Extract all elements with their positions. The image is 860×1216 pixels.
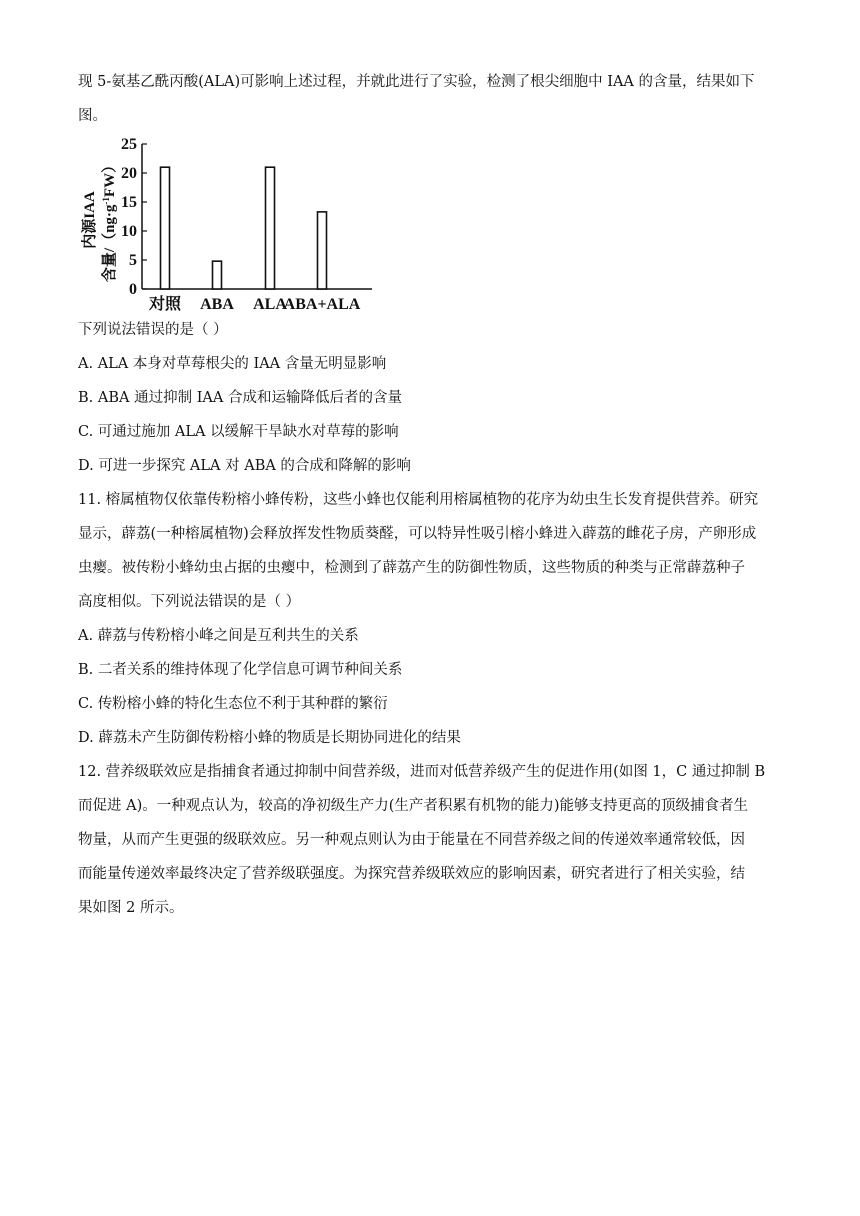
chart-svg <box>72 132 392 312</box>
y-axis-label-line1: 内源IAA <box>82 191 98 249</box>
q12-line-2: 而促进 A)。一种观点认为，较高的净初级生产力(生产者积累有机物的能力)能够支持更高的顶级捕食者生 <box>78 798 749 814</box>
q11-line-4: 高度相似。下列说法错误的是（ ） <box>78 594 301 610</box>
q10-option-c: C. 可通过施加 ALA 以缓解干旱缺水对草莓的影响 <box>78 424 399 440</box>
category-label: 对照 <box>148 296 182 312</box>
y-tick-label: 5 <box>129 252 137 269</box>
y-axis-label-line2: 含量$/(ng\cdot g^{-1}FW)$ <box>101 157 118 283</box>
y-tick-label: 25 <box>121 136 137 153</box>
y-tick-label: 0 <box>129 281 137 298</box>
y-tick-label: 10 <box>121 223 137 240</box>
q12-line-3: 物量，从而产生更强的级联效应。另一种观点则认为由于能量在不同营养级之间的传递效率通常较低，因 <box>78 832 745 848</box>
intro-line-2: 图。 <box>78 108 107 124</box>
q11-line-2: 显示，薜荔(一种榕属植物)会释放挥发性物质葵醛，可以特异性吸引榕小蜂进入薜荔的雌花子房，产卵形成 <box>78 526 757 542</box>
y-axis-label <box>81 158 118 282</box>
bar-0 <box>161 167 170 289</box>
q11-option-c: C. 传粉榕小蜂的特化生态位不利于其种群的繁衍 <box>78 696 388 712</box>
category-label: ALA <box>253 296 287 312</box>
iaa-bar-chart <box>72 132 392 312</box>
bar-3 <box>318 212 327 289</box>
q12-line-4: 而能量传递效率最终决定了营养级联强度。为探究营养级联效应的影响因素，研究者进行了相关实验，结 <box>78 866 745 882</box>
q10-stem: 下列说法错误的是（ ） <box>78 322 228 338</box>
q11-line-1: 11. 榕属植物仅依靠传粉榕小蜂传粉，这些小蜂也仅能利用榕属植物的花序为幼虫生长发育提供营养。研究 <box>78 492 759 508</box>
q11-line-3: 虫瘿。被传粉小蜂幼虫占据的虫瘿中，检测到了薜荔产生的防御性物质，这些物质的种类与正常薜荔种子 <box>78 560 745 576</box>
category-label: ABA <box>200 296 234 312</box>
bar-2 <box>266 167 275 289</box>
y-tick-label: 15 <box>121 194 137 211</box>
q11-option-a: A. 薜荔与传粉榕小峰之间是互利共生的关系 <box>78 628 359 644</box>
y-tick-label: 20 <box>121 165 137 182</box>
intro-line-1: 现 5-氨基乙酰丙酸(ALA)可影响上述过程，并就此进行了实验，检测了根尖细胞中 IAA 的含量，结果如下 <box>78 74 755 90</box>
q10-option-a: A. ALA 本身对草莓根尖的 IAA 含量无明显影响 <box>78 356 387 372</box>
q12-line-5: 果如图 2 所示。 <box>78 900 184 916</box>
q12-line-1: 12. 营养级联效应是指捕食者通过抑制中间营养级，进而对低营养级产生的促进作用(如图 1，C 通过抑制 B <box>78 764 766 780</box>
q11-option-b: B. 二者关系的维持体现了化学信息可调节种间关系 <box>78 662 403 678</box>
q10-option-b: B. ABA 通过抑制 IAA 合成和运输降低后者的含量 <box>78 390 402 406</box>
bar-1 <box>213 261 222 289</box>
q10-option-d: D. 可进一步探究 ALA 对 ABA 的合成和降解的影响 <box>78 458 411 474</box>
category-label: ABA+ALA <box>283 296 361 312</box>
q11-option-d: D. 薜荔未产生防御传粉榕小蜂的物质是长期协同进化的结果 <box>78 730 461 746</box>
